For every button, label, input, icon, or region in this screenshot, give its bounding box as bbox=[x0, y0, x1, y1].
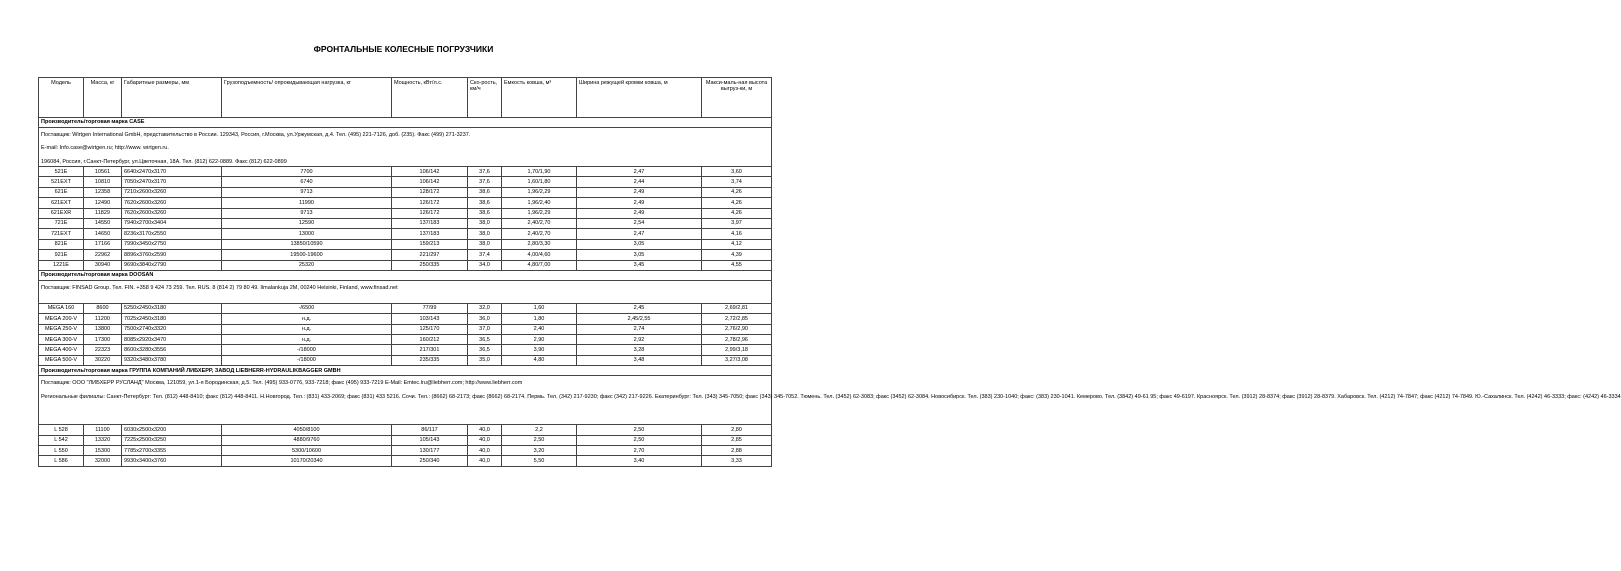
table-cell: 8085x2920x3470 bbox=[122, 335, 222, 345]
table-cell: 1,70/1,90 bbox=[502, 167, 577, 177]
table-cell: 7785x2700x3355 bbox=[122, 446, 222, 456]
table-row bbox=[39, 239, 772, 249]
table-cell: 2,2 bbox=[502, 425, 577, 435]
table-cell: 137/183 bbox=[392, 218, 468, 228]
table-cell: 8600 bbox=[84, 303, 122, 313]
table-cell: 2,74 bbox=[577, 324, 702, 334]
table-row bbox=[39, 260, 772, 270]
table-cell: 3,48 bbox=[577, 355, 702, 365]
table-cell: 36,0 bbox=[468, 314, 502, 324]
table-cell: 5,50 bbox=[502, 456, 577, 466]
section-header-row bbox=[39, 366, 772, 376]
table-cell: 125/170 bbox=[392, 324, 468, 334]
table-cell: 35,0 bbox=[468, 355, 502, 365]
table-cell: 250/335 bbox=[392, 260, 468, 270]
supplier-info bbox=[39, 376, 1621, 425]
table-row bbox=[39, 456, 772, 466]
table-cell: 38,0 bbox=[468, 218, 502, 228]
table-cell: 2,49 bbox=[577, 208, 702, 218]
table-cell: 13000 bbox=[222, 229, 392, 239]
col-header-bucket: Емкость ковша, м³ bbox=[502, 78, 577, 118]
table-cell: 217/301 bbox=[392, 345, 468, 355]
table-cell: 7500x2740x3320 bbox=[122, 324, 222, 334]
table-cell: 2,40/2,70 bbox=[502, 218, 577, 228]
table-cell: 521E bbox=[39, 167, 84, 177]
table-cell: 621E bbox=[39, 187, 84, 197]
table-cell: 11200 bbox=[84, 314, 122, 324]
table-row bbox=[39, 229, 772, 239]
supplier-info-row bbox=[39, 280, 772, 303]
table-row bbox=[39, 335, 772, 345]
table-row bbox=[39, 345, 772, 355]
header-row bbox=[39, 78, 772, 118]
table-cell: 128/172 bbox=[392, 187, 468, 197]
table-cell: 11100 bbox=[84, 425, 122, 435]
table-cell: 159/213 bbox=[392, 239, 468, 249]
section-header: Производитель/торговая марка ГРУППА КОМПАНИЙ ЛИБХЕРР, ЗАВОД LIEBHERR-HYDRAULIKBAGGER GMBH bbox=[39, 366, 772, 376]
table-cell: 3,33 bbox=[702, 456, 772, 466]
table-cell: 4880/9760 bbox=[222, 435, 392, 445]
table-cell: MEGA 400-V bbox=[39, 345, 84, 355]
table-cell: 11829 bbox=[84, 208, 122, 218]
table-cell: 4,80 bbox=[502, 355, 577, 365]
table-cell: 4,12 bbox=[702, 239, 772, 249]
table-row bbox=[39, 446, 772, 456]
table-cell: 821E bbox=[39, 239, 84, 249]
table-cell: 2,72/2,85 bbox=[702, 314, 772, 324]
table-cell: 9320x3480x3780 bbox=[122, 355, 222, 365]
table-row bbox=[39, 355, 772, 365]
table-cell: н.д. bbox=[222, 314, 392, 324]
table-cell: 2,99/3,18 bbox=[702, 345, 772, 355]
table-cell: 7025x2450x3180 bbox=[122, 314, 222, 324]
table-cell: 2,40/2,70 bbox=[502, 229, 577, 239]
page-title: ФРОНТАЛЬНЫЕ КОЛЕСНЫЕ ПОГРУЗЧИКИ bbox=[313, 44, 494, 54]
table-cell: 38,6 bbox=[468, 198, 502, 208]
table-row bbox=[39, 250, 772, 260]
col-header-height: Макси-маль-ная высота выгруз-ки, м bbox=[702, 78, 772, 118]
table-cell: 13850/10590 bbox=[222, 239, 392, 249]
table-cell: 4,26 bbox=[702, 208, 772, 218]
table-cell: 1221E bbox=[39, 260, 84, 270]
table-cell: 160/212 bbox=[392, 335, 468, 345]
section-header-row bbox=[39, 118, 772, 128]
col-header-width: Ширина режущей кромки ковша, м bbox=[577, 78, 702, 118]
table-cell: 1,96/2,40 bbox=[502, 198, 577, 208]
supplier-info-line: Поставщик: ООО "ЛИБХЕРР РУСЛАНД" Москва, 121059, ул.1-я Бородинская, д.5. Тел. (495) 933-0776, 933-7218; факс (495) 933-7219 E-Mail: Emtec.lru@liebherr.com; http://www.liebherr.com bbox=[41, 380, 523, 387]
table-cell: 105/143 bbox=[392, 435, 468, 445]
table-cell: 621EXR bbox=[39, 208, 84, 218]
col-header-mass: Масса, кг bbox=[84, 78, 122, 118]
table-cell: 2,50 bbox=[577, 425, 702, 435]
table-cell: 3,20 bbox=[502, 446, 577, 456]
table-cell: 12590 bbox=[222, 218, 392, 228]
table-cell: 12490 bbox=[84, 198, 122, 208]
table-cell: 103/143 bbox=[392, 314, 468, 324]
table-cell: 2,90 bbox=[502, 335, 577, 345]
col-header-dimensions: Габаритные размеры, мм bbox=[122, 78, 222, 118]
table-cell: 14650 bbox=[84, 229, 122, 239]
table-cell: 1,80 bbox=[502, 314, 577, 324]
table-cell: 37,0 bbox=[468, 324, 502, 334]
table-row bbox=[39, 425, 772, 435]
table-cell: 38,6 bbox=[468, 187, 502, 197]
table-cell: 36,5 bbox=[468, 345, 502, 355]
table-cell: 22323 bbox=[84, 345, 122, 355]
table-cell: 37,6 bbox=[468, 167, 502, 177]
table-cell: 2,92 bbox=[577, 335, 702, 345]
table-cell: 17166 bbox=[84, 239, 122, 249]
section-header: Производитель/торговая марка CASE bbox=[39, 118, 772, 128]
table-cell: 9690x3840x2790 bbox=[122, 260, 222, 270]
table-cell: 10810 bbox=[84, 177, 122, 187]
table-cell: 37,4 bbox=[468, 250, 502, 260]
table-cell: 126/172 bbox=[392, 198, 468, 208]
supplier-info bbox=[39, 128, 772, 167]
table-row bbox=[39, 218, 772, 228]
table-cell: 7050x2470x3170 bbox=[122, 177, 222, 187]
supplier-info-line: Поставщик: FINSAD Group. Тел. FIN. +358 9 424 73 259. Тел. RUS. 8 (814 2) 79 80 49. Ilmalankuja 2M, 00240 Helsinki, Finland, www.finsad.net bbox=[41, 284, 398, 291]
table-cell: MEGA 500-V bbox=[39, 355, 84, 365]
table-cell: 2,70 bbox=[577, 446, 702, 456]
table-cell: 17300 bbox=[84, 335, 122, 345]
col-header-capacity: Грузоподъемность/ опрокидывающая нагрузка, кг bbox=[222, 78, 392, 118]
table-cell: 7225x2500x3250 bbox=[122, 435, 222, 445]
table-cell: 4,39 bbox=[702, 250, 772, 260]
table-cell: 221/297 bbox=[392, 250, 468, 260]
table-row bbox=[39, 324, 772, 334]
table-cell: 8236x3170x2550 bbox=[122, 229, 222, 239]
table-cell: 10170/20340 bbox=[222, 456, 392, 466]
supplier-info-line: Региональные филиалы: Санкт-Петербург: Тел. (812) 448-8410; факс (812) 448-8411. Н.Новгород. Тел.: (831) 433-2069; факс (831) 433 5216. Сочи. Тел.: (8662) 68-2173; факс (8662) 68-2174. Пермь. Тел. (342) 217-9230; факс (342) 217-9226. Екатеринбург: Тел. (343) 345-7050; факс (343) 345-7052. Тюмень. Тел. (3452) 62-3083; факс (3452) 62-3084. Новосибирск. Тел. (383) 230-1040; факс: (383) 230-1041. Кемерово. Тел. (3842) 49-61 95; факс 49-6197. Красноярск. Тел. (3912) 28-8374; факс (3912) 28-8379. Хабаровск. Тел. (4212) 74-7847; факс (4212) 74-7849. Ю.-Сахалинск. Тел. (4242) 46-3333; факс: (4242) 46-3334 bbox=[41, 393, 1621, 400]
table-cell: 250/340 bbox=[392, 456, 468, 466]
table-cell: 38,0 bbox=[468, 229, 502, 239]
table-cell: 921E bbox=[39, 250, 84, 260]
table-cell: 9713 bbox=[222, 187, 392, 197]
table-cell: 13320 bbox=[84, 435, 122, 445]
table-cell: 8896x3760x2590 bbox=[122, 250, 222, 260]
table-cell: 3,97 bbox=[702, 218, 772, 228]
table-cell: 2,88 bbox=[702, 446, 772, 456]
table-cell: 4,80/7,00 bbox=[502, 260, 577, 270]
table-cell: 2,76/2,90 bbox=[702, 324, 772, 334]
table-cell: 2,50 bbox=[577, 435, 702, 445]
table-cell: 11990 bbox=[222, 198, 392, 208]
table-cell: 721EXT bbox=[39, 229, 84, 239]
table-cell: 40,0 bbox=[468, 446, 502, 456]
table-cell: 3,60 bbox=[702, 167, 772, 177]
table-cell: 2,54 bbox=[577, 218, 702, 228]
table-cell: 721E bbox=[39, 218, 84, 228]
table-cell: 521EXT bbox=[39, 177, 84, 187]
table-cell: 86/117 bbox=[392, 425, 468, 435]
table-row bbox=[39, 303, 772, 313]
table-cell: н.д. bbox=[222, 324, 392, 334]
table-cell: 2,47 bbox=[577, 167, 702, 177]
table-cell: 77/99 bbox=[392, 303, 468, 313]
table-cell: L 542 bbox=[39, 435, 84, 445]
table-cell: 126/172 bbox=[392, 208, 468, 218]
col-header-model: Модель bbox=[39, 78, 84, 118]
table-cell: 36,5 bbox=[468, 335, 502, 345]
table-cell: 32,0 bbox=[468, 303, 502, 313]
table-cell: 38,6 bbox=[468, 208, 502, 218]
table-cell: MEGA 160 bbox=[39, 303, 84, 313]
table-cell: 3,74 bbox=[702, 177, 772, 187]
table-cell: 12358 bbox=[84, 187, 122, 197]
section-header: Производитель/торговая марка DOOSAN bbox=[39, 270, 772, 280]
table-cell: 130/177 bbox=[392, 446, 468, 456]
table-row bbox=[39, 314, 772, 324]
table-cell: 15300 bbox=[84, 446, 122, 456]
table-cell: 4050/8100 bbox=[222, 425, 392, 435]
table-cell: 7620x2600x3260 bbox=[122, 198, 222, 208]
table-cell: 2,78/2,96 bbox=[702, 335, 772, 345]
table-cell: 7210x2600x3260 bbox=[122, 187, 222, 197]
table-cell: 2,45/2,55 bbox=[577, 314, 702, 324]
table-cell: L 528 bbox=[39, 425, 84, 435]
table-cell: 40,0 bbox=[468, 425, 502, 435]
table-cell: 137/183 bbox=[392, 229, 468, 239]
supplier-info-row bbox=[39, 376, 772, 425]
table-cell: MEGA 200-V bbox=[39, 314, 84, 324]
supplier-info bbox=[39, 280, 772, 303]
table-cell: 9930x3400x3760 bbox=[122, 456, 222, 466]
loaders-table bbox=[38, 77, 1621, 467]
supplier-info-row bbox=[39, 128, 772, 167]
table-cell: 19500-19600 bbox=[222, 250, 392, 260]
table-row bbox=[39, 435, 772, 445]
table-cell: 2,40 bbox=[502, 324, 577, 334]
table-row bbox=[39, 187, 772, 197]
col-header-speed: Ско-рость, км/ч bbox=[468, 78, 502, 118]
table-cell: 2,49 bbox=[577, 187, 702, 197]
table-cell: 2,50 bbox=[502, 435, 577, 445]
table-cell: MEGA 250-V bbox=[39, 324, 84, 334]
table-cell: 37,6 bbox=[468, 177, 502, 187]
table-cell: 1,96/2,29 bbox=[502, 208, 577, 218]
table-cell: 1,60 bbox=[502, 303, 577, 313]
table-cell: 1,60/1,80 bbox=[502, 177, 577, 187]
table-row bbox=[39, 198, 772, 208]
table-cell: 22962 bbox=[84, 250, 122, 260]
table-cell: MEGA 300-V bbox=[39, 335, 84, 345]
table-cell: 3,40 bbox=[577, 456, 702, 466]
table-cell: 3,05 bbox=[577, 250, 702, 260]
table-cell: 6030x2500x3200 bbox=[122, 425, 222, 435]
table-cell: 7990x3450x2750 bbox=[122, 239, 222, 249]
table-cell: 10561 bbox=[84, 167, 122, 177]
table-cell: 25320 bbox=[222, 260, 392, 270]
table-cell: -/18000 bbox=[222, 345, 392, 355]
table-cell: 3,27/3,08 bbox=[702, 355, 772, 365]
table-cell: 3,45 bbox=[577, 260, 702, 270]
table-cell: -/6500 bbox=[222, 303, 392, 313]
table-cell: 2,80 bbox=[702, 425, 772, 435]
table-cell: 7940x2700x3404 bbox=[122, 218, 222, 228]
table-row bbox=[39, 177, 772, 187]
table-cell: 4,55 bbox=[702, 260, 772, 270]
table-cell: 106/142 bbox=[392, 177, 468, 187]
table-cell: 4,16 bbox=[702, 229, 772, 239]
table-cell: 13800 bbox=[84, 324, 122, 334]
table-cell: 7700 bbox=[222, 167, 392, 177]
table-cell: 2,44 bbox=[577, 177, 702, 187]
table-cell: 621EXT bbox=[39, 198, 84, 208]
table-cell: 7620x2600x3260 bbox=[122, 208, 222, 218]
table-cell: 3,90 bbox=[502, 345, 577, 355]
table-cell: 40,0 bbox=[468, 435, 502, 445]
table-cell: 5300/10600 bbox=[222, 446, 392, 456]
table-cell: 4,00/4,60 bbox=[502, 250, 577, 260]
table-cell: 6740 bbox=[222, 177, 392, 187]
table-cell: 1,96/2,29 bbox=[502, 187, 577, 197]
table-cell: 2,85 bbox=[702, 435, 772, 445]
table-cell: 9713 bbox=[222, 208, 392, 218]
table-cell: 2,45 bbox=[577, 303, 702, 313]
table-cell: L 550 bbox=[39, 446, 84, 456]
table-row bbox=[39, 167, 772, 177]
supplier-info-line: 196084, Россия, г.Санкт-Петербург, ул.Цветочная, 18А. Тел. (812) 622-0889. Факс (812) 622-0899 bbox=[41, 158, 287, 165]
table-cell: 2,80/3,30 bbox=[502, 239, 577, 249]
table-cell: 30220 bbox=[84, 355, 122, 365]
table-cell: 6640x2470x3170 bbox=[122, 167, 222, 177]
table-cell: -/18000 bbox=[222, 355, 392, 365]
table-cell: 40,0 bbox=[468, 456, 502, 466]
table-cell: 30940 bbox=[84, 260, 122, 270]
table-cell: 2,49 bbox=[577, 198, 702, 208]
table-cell: 38,0 bbox=[468, 239, 502, 249]
table-cell: 106/142 bbox=[392, 167, 468, 177]
table-cell: 4,26 bbox=[702, 198, 772, 208]
supplier-info-line: Поставщик: Wirtgen International GmbH, представительство в России. 129343, Россия, г.Москва, ул.Уржумская, д.4. Тел. (495) 221-7126, доб. (235). Факс (499) 271-3237. bbox=[41, 132, 471, 138]
table-cell: 5250x2450x3180 bbox=[122, 303, 222, 313]
section-header-row bbox=[39, 270, 772, 280]
table-cell: 235/335 bbox=[392, 355, 468, 365]
table-cell: 14550 bbox=[84, 218, 122, 228]
table-cell: 32000 bbox=[84, 456, 122, 466]
table-cell: 4,26 bbox=[702, 187, 772, 197]
table-cell: 3,28 bbox=[577, 345, 702, 355]
table-cell: 2,47 bbox=[577, 229, 702, 239]
table-cell: L 586 bbox=[39, 456, 84, 466]
table-cell: н.д. bbox=[222, 335, 392, 345]
table-cell: 34,0 bbox=[468, 260, 502, 270]
col-header-power: Мощность, кВт/л.с. bbox=[392, 78, 468, 118]
table-cell: 8600x3280x3556 bbox=[122, 345, 222, 355]
table-row bbox=[39, 208, 772, 218]
table-cell: 2,69/2,81 bbox=[702, 303, 772, 313]
table-cell: 3,05 bbox=[577, 239, 702, 249]
supplier-info-line: E-mail: Info.case@wirtgen.ru; http://www. wirtgen.ru. bbox=[41, 145, 169, 152]
